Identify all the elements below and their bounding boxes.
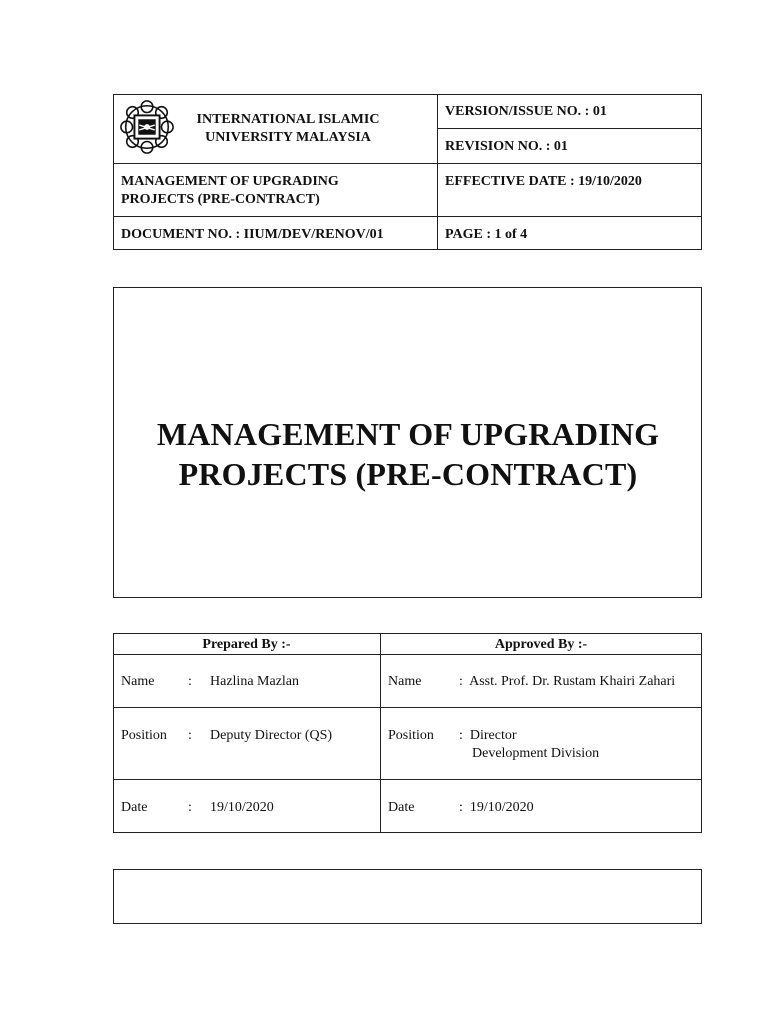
- prepared-date-label: Date: [121, 800, 148, 815]
- document-number: DOCUMENT NO. : IIUM/DEV/RENOV/01: [121, 227, 384, 242]
- approved-name-value: : Asst. Prof. Dr. Rustam Khairi Zahari: [459, 674, 676, 689]
- header-divider-row2: [113, 216, 702, 217]
- prepared-position-colon: :: [188, 728, 192, 743]
- document-subject-line2: PROJECTS (PRE-CONTRACT): [121, 192, 320, 207]
- header-divider-vertical: [437, 94, 438, 250]
- org-name: [178, 111, 398, 147]
- page-number: PAGE : 1 of 4: [445, 227, 528, 242]
- version-issue: VERSION/ISSUE NO. : 01: [445, 104, 607, 119]
- university-crest-icon: [118, 98, 176, 156]
- approved-name-label: Name: [388, 674, 422, 689]
- signoff-divider-row1: [113, 707, 702, 708]
- cover-title-line2: PROJECTS (PRE-CONTRACT): [178, 456, 638, 492]
- approved-position-label: Position: [388, 728, 434, 743]
- prepared-date-value: 19/10/2020: [210, 800, 274, 815]
- revision-no: REVISION NO. : 01: [445, 139, 568, 154]
- signoff-divider-vertical: [380, 633, 381, 833]
- approved-position-line2: Development Division: [472, 746, 600, 761]
- approved-by-heading: Approved By :-: [494, 637, 588, 652]
- header-divider-version: [437, 128, 702, 129]
- prepared-date-colon: :: [188, 800, 192, 815]
- org-name-line2: UNIVERSITY MALAYSIA: [205, 130, 371, 145]
- approved-position-value: [459, 727, 599, 763]
- prepared-name-label: Name: [121, 674, 155, 689]
- approved-date-label: Date: [388, 800, 415, 815]
- cover-title: [114, 414, 702, 494]
- approved-position-line1: : Director: [459, 728, 517, 743]
- approved-date-value: : 19/10/2020: [459, 800, 534, 815]
- signoff-divider-heading: [113, 654, 702, 655]
- prepared-name-value: Hazlina Mazlan: [210, 674, 300, 689]
- document-subject-line1: MANAGEMENT OF UPGRADING: [121, 174, 339, 189]
- prepared-name-colon: :: [188, 674, 192, 689]
- effective-date: EFFECTIVE DATE : 19/10/2020: [445, 174, 642, 189]
- prepared-position-label: Position: [121, 728, 167, 743]
- org-name-line1: INTERNATIONAL ISLAMIC: [196, 112, 380, 127]
- header-divider-row1: [113, 163, 702, 164]
- prepared-position-value: Deputy Director (QS): [210, 728, 333, 743]
- signoff-divider-row2: [113, 779, 702, 780]
- cover-title-line1: MANAGEMENT OF UPGRADING: [156, 416, 660, 452]
- prepared-by-heading: Prepared By :-: [202, 637, 291, 652]
- footer-empty-box: [113, 869, 702, 924]
- document-subject: [121, 173, 421, 209]
